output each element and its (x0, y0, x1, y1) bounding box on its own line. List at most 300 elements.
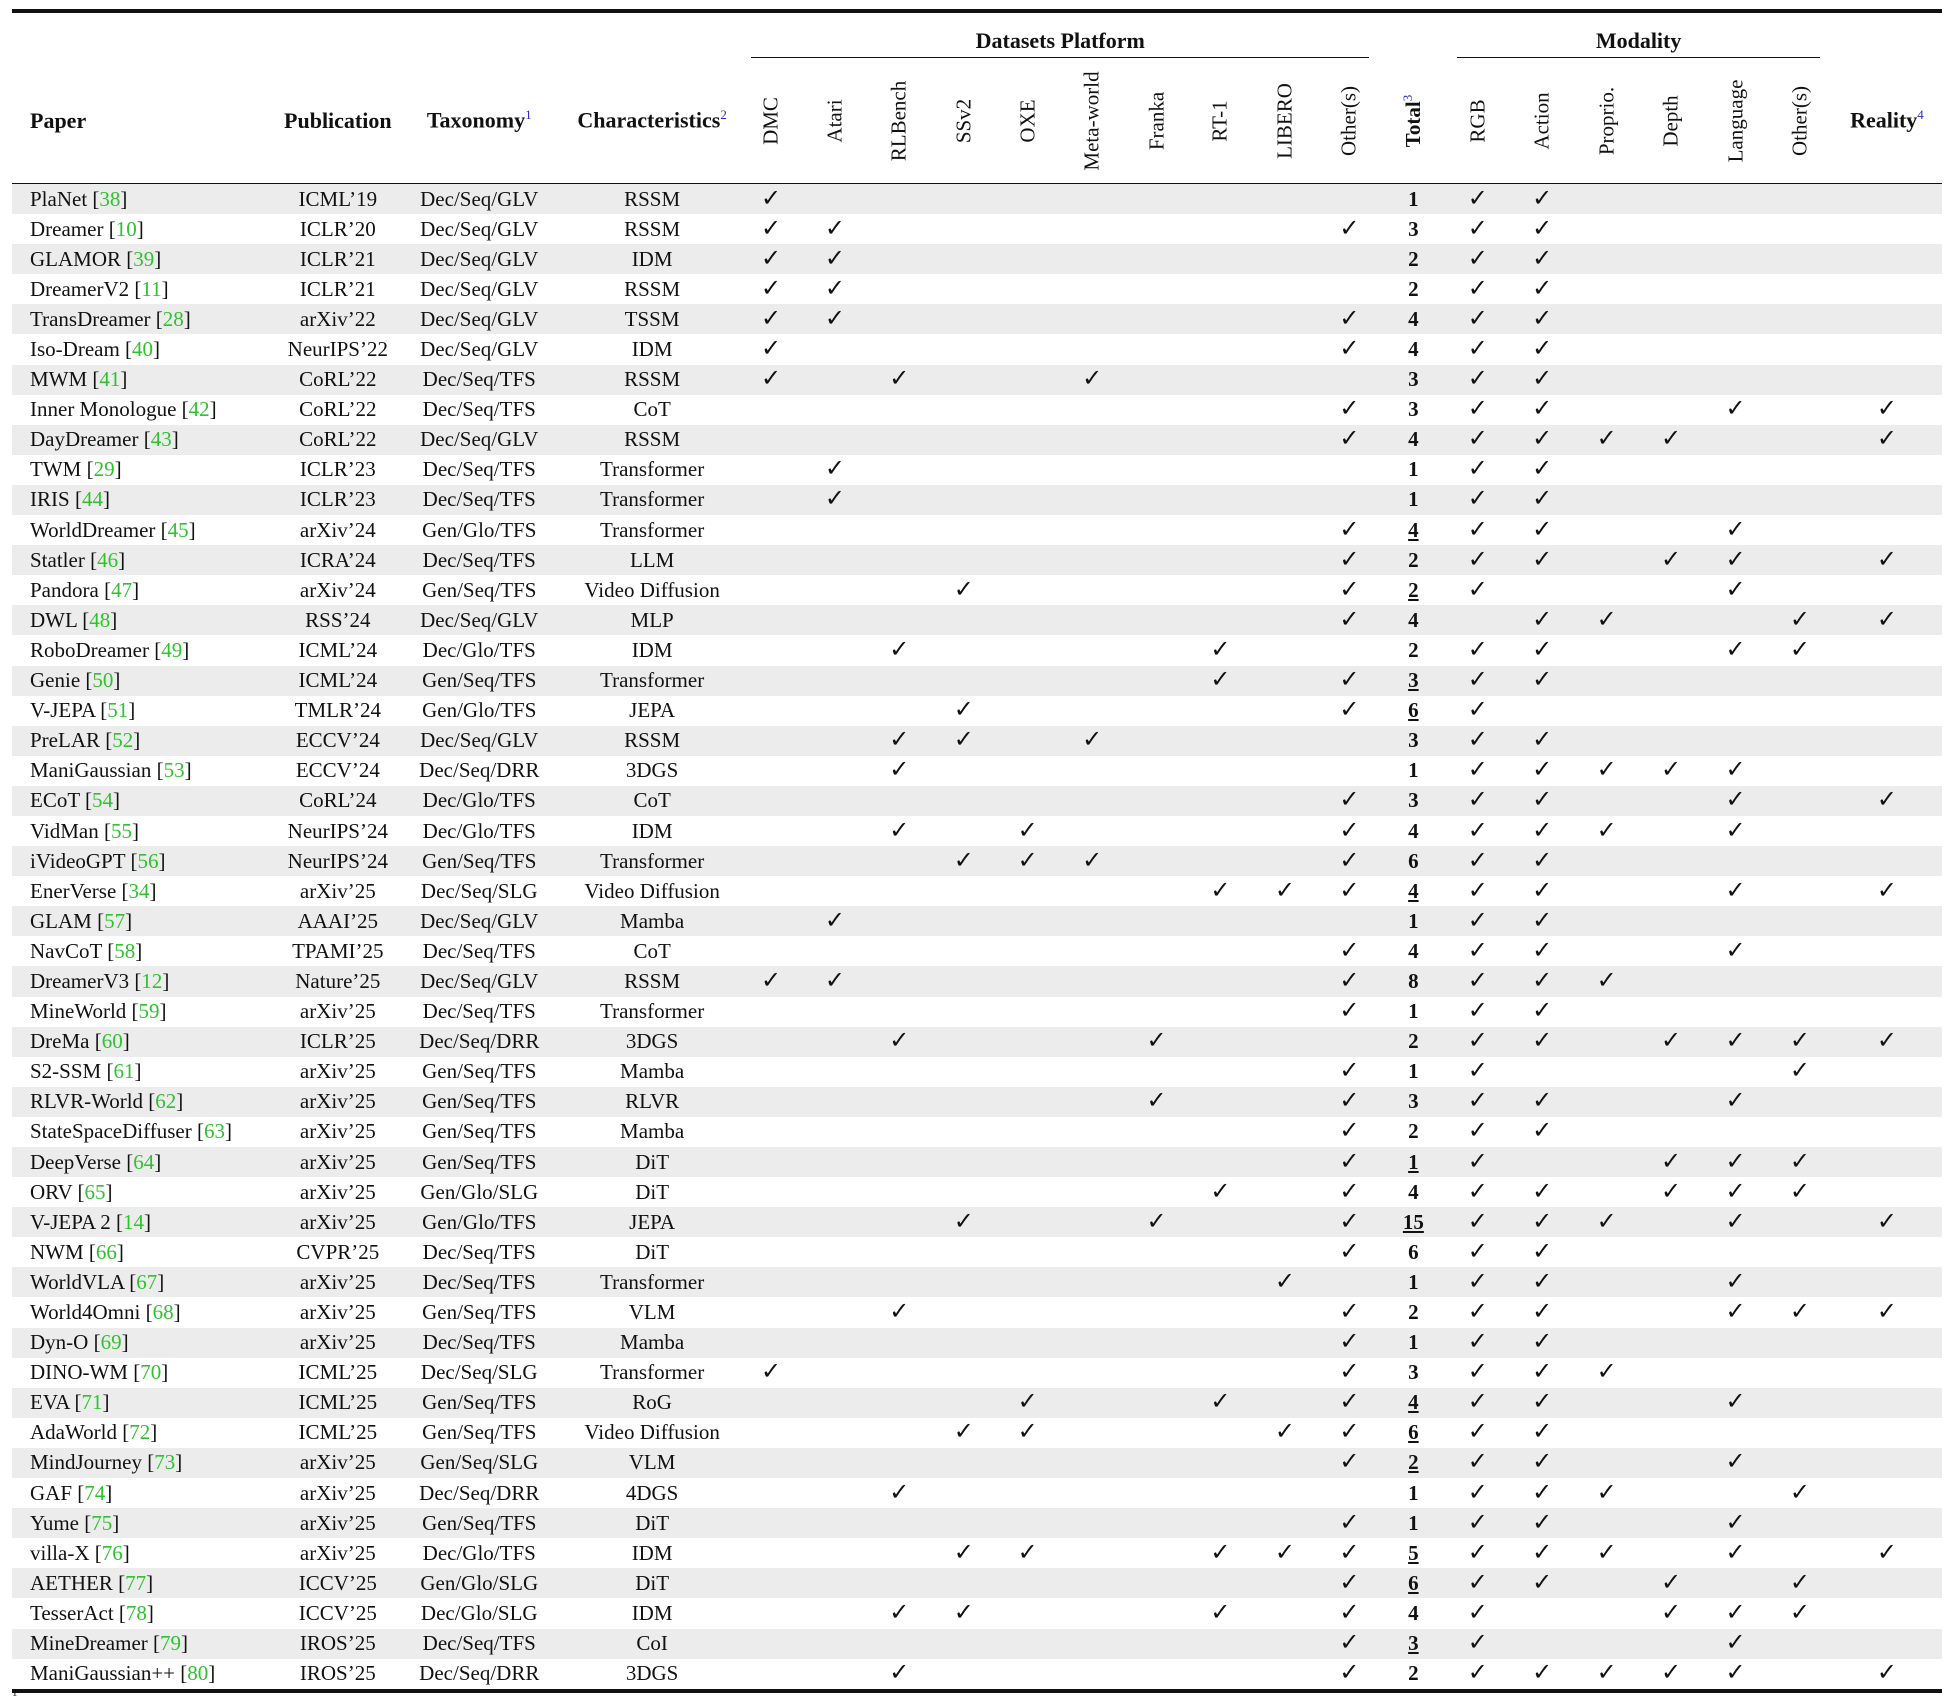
modality-cell (1768, 756, 1832, 786)
characteristics-cell: 3DGS (565, 1027, 739, 1057)
dataset-cell (1252, 485, 1317, 515)
citation-link[interactable]: 34 (128, 878, 150, 903)
col-modality-language: Language (1703, 58, 1768, 184)
check-mark: ✓ (1210, 667, 1231, 694)
dataset-cell (867, 756, 932, 786)
dataset-cell (1060, 365, 1125, 395)
dataset-cell (1060, 696, 1125, 726)
modality-cell (1639, 1027, 1703, 1057)
modality-cell (1510, 696, 1574, 726)
modality-cell (1445, 485, 1510, 515)
dataset-cell (1317, 936, 1381, 966)
dataset-cell (739, 696, 803, 726)
col-modality-other-s-: Other(s) (1768, 58, 1832, 184)
check-mark: ✓ (1725, 937, 1746, 964)
characteristics-cell: RSSM (565, 425, 739, 455)
dataset-cell (1252, 545, 1317, 575)
paper-cell: ORV [65] (30, 1179, 113, 1204)
modality-cell (1703, 304, 1768, 334)
table-row (12, 1418, 1942, 1448)
dataset-cell (867, 966, 932, 996)
characteristics-cell: 3DGS (625, 1661, 679, 1686)
citation-link[interactable]: 70 (140, 1360, 162, 1385)
dataset-cell (1189, 1478, 1253, 1508)
citation-link[interactable]: 14 (123, 1209, 144, 1234)
dataset-cell (1125, 906, 1189, 936)
dataset-cell (1252, 1629, 1317, 1659)
modality-cell (1703, 1629, 1768, 1659)
dataset-cell (1125, 1598, 1189, 1628)
citation-link[interactable]: 65 (84, 1179, 106, 1204)
check-mark: ✓ (1661, 757, 1682, 784)
modality-cell (1703, 485, 1768, 515)
check-mark: ✓ (1532, 1539, 1553, 1566)
citation-link[interactable]: 68 (152, 1300, 174, 1325)
taxonomy-cell: Dec/Seq/GLV (393, 425, 565, 455)
total-value: 4 (1408, 427, 1419, 452)
dataset-cell (996, 1297, 1060, 1327)
check-mark: ✓ (1789, 1299, 1810, 1326)
citation-link[interactable]: 44 (81, 487, 103, 512)
total-value: 1 (1408, 457, 1419, 482)
modality-cell (1574, 274, 1639, 304)
dataset-cell (803, 334, 867, 364)
modality-cell (1574, 1117, 1639, 1147)
modality-cell (1768, 696, 1832, 726)
dataset-cell (867, 1147, 932, 1177)
paper-cell: IRIS [44] (12, 485, 282, 515)
check-mark: ✓ (889, 1660, 910, 1687)
paper-name: Inner Monologue (30, 397, 177, 422)
modality-cell (1639, 1388, 1703, 1418)
dataset-cell (1060, 455, 1125, 485)
paper-name: TWM (30, 457, 82, 482)
table-row (12, 786, 1942, 816)
modality-cell (1639, 365, 1703, 395)
check-mark: ✓ (1339, 1449, 1360, 1476)
dataset-cell (1060, 1267, 1125, 1297)
citation-link[interactable]: 42 (188, 397, 210, 422)
reality-cell (1832, 274, 1942, 304)
characteristics-cell: RSSM (565, 184, 739, 215)
modality-cell (1703, 1358, 1768, 1388)
modality-cell (1703, 1057, 1768, 1087)
modality-cell (1510, 997, 1574, 1027)
modality-cell (1445, 666, 1510, 696)
dataset-cell (803, 1659, 867, 1689)
check-mark: ✓ (1596, 1208, 1617, 1235)
dataset-cell (803, 786, 867, 816)
citation-link[interactable]: 38 (99, 186, 121, 211)
modality-cell (1445, 365, 1510, 395)
publication-cell: ECCV’24 (295, 758, 380, 783)
citation-link[interactable]: 51 (107, 698, 129, 723)
dataset-cell (1060, 334, 1125, 364)
citation-link[interactable]: 63 (203, 1119, 225, 1144)
check-mark: ✓ (1146, 1028, 1167, 1055)
comparison-table-container (12, 9, 1942, 1693)
citation-link[interactable]: 78 (125, 1600, 147, 1625)
check-mark: ✓ (760, 215, 782, 242)
citation-link[interactable]: 61 (113, 1059, 135, 1084)
check-mark: ✓ (1725, 546, 1746, 573)
paper-name: Statler (30, 547, 85, 572)
modality-cell (1703, 1087, 1768, 1117)
table-row (12, 575, 1942, 605)
paper-cell: Yume [75] (12, 1508, 282, 1538)
reality-cell (1832, 515, 1942, 545)
total-value: 6 (1408, 1239, 1419, 1264)
paper-cell: Inner Monologue [42] (30, 397, 217, 422)
dataset-cell (1252, 365, 1317, 395)
dataset-cell (996, 666, 1060, 696)
citation-link[interactable]: 57 (104, 908, 126, 933)
citation-link[interactable]: 53 (163, 758, 185, 783)
dataset-cell (996, 1659, 1060, 1689)
dataset-cell (932, 1598, 996, 1628)
modality-cell (1574, 605, 1639, 635)
total-cell (1381, 1328, 1445, 1358)
check-mark: ✓ (1596, 817, 1617, 844)
citation-link[interactable]: 47 (111, 577, 133, 602)
paper-cell: Dreamer [10] (30, 216, 144, 241)
citation-link[interactable]: 43 (150, 427, 172, 452)
total-cell (1381, 1057, 1445, 1087)
modality-cell (1445, 304, 1510, 334)
table-row (12, 304, 1942, 334)
dataset-cell (1317, 395, 1381, 425)
modality-cell (1510, 1629, 1574, 1659)
taxonomy-cell: Dec/Seq/GLV (393, 244, 565, 274)
modality-cell (1574, 966, 1639, 996)
dataset-cell (932, 936, 996, 966)
total-cell (1381, 1448, 1445, 1478)
modality-cell (1445, 1598, 1510, 1628)
total-cell (1381, 334, 1445, 364)
check-mark: ✓ (1532, 245, 1553, 272)
check-mark: ✓ (1467, 215, 1488, 242)
dataset-cell (1125, 1117, 1189, 1147)
modality-cell (1574, 1267, 1639, 1297)
dataset-cell (996, 1177, 1060, 1207)
check-mark: ✓ (1532, 1509, 1553, 1536)
dataset-cell (1060, 816, 1125, 846)
dataset-cell (1252, 1418, 1317, 1448)
check-mark: ✓ (1339, 305, 1360, 332)
check-mark: ✓ (1532, 215, 1553, 242)
col-dataset-dmc: DMC (739, 58, 803, 184)
modality-cell (1639, 545, 1703, 575)
citation-link[interactable]: 72 (129, 1420, 151, 1445)
citation-link[interactable]: 66 (95, 1239, 117, 1264)
dataset-cell (739, 274, 803, 304)
citation-link[interactable]: 46 (97, 547, 119, 572)
modality-cell (1510, 1117, 1574, 1147)
table-row (12, 696, 1942, 726)
dataset-cell (1189, 244, 1253, 274)
paper-name: WorldDreamer (30, 517, 156, 542)
paper-name: Pandora (30, 577, 99, 602)
check-mark: ✓ (1661, 1660, 1682, 1687)
dataset-cell (996, 1237, 1060, 1267)
check-mark: ✓ (1339, 1539, 1360, 1566)
citation-link[interactable]: 60 (101, 1029, 123, 1054)
characteristics-cell: Video Diffusion (584, 1420, 720, 1445)
paper-name: RoboDreamer (30, 637, 149, 662)
citation-link[interactable]: 80 (187, 1661, 209, 1686)
citation-link[interactable]: 79 (160, 1631, 182, 1656)
paper-cell: Dyn-O [69] (12, 1328, 282, 1358)
citation-link[interactable]: 77 (125, 1570, 147, 1595)
citation-link[interactable]: 56 (137, 848, 159, 873)
reality-cell (1832, 1358, 1942, 1388)
dataset-cell (867, 936, 932, 966)
citation-link[interactable]: 11 (141, 276, 162, 301)
modality-cell (1639, 485, 1703, 515)
check-mark: ✓ (1467, 426, 1488, 453)
dataset-cell (739, 214, 803, 244)
modality-cell (1703, 1267, 1768, 1297)
dataset-cell (739, 726, 803, 756)
modality-cell (1768, 1057, 1832, 1087)
modality-cell (1574, 1027, 1639, 1057)
citation-link[interactable]: 75 (91, 1510, 113, 1535)
check-mark: ✓ (1339, 426, 1360, 453)
paper-name: DreamerV3 (30, 968, 130, 993)
check-mark: ✓ (1210, 1599, 1231, 1626)
characteristics-cell: IDM (631, 818, 673, 843)
dataset-cell (1317, 1057, 1381, 1087)
citation-link[interactable]: 40 (132, 337, 154, 362)
citation-link[interactable]: 29 (93, 457, 115, 482)
citation-link[interactable]: 69 (100, 1330, 122, 1355)
citation-link[interactable]: 48 (89, 607, 111, 632)
modality-cell (1703, 1207, 1768, 1237)
modality-cell (1445, 966, 1510, 996)
paper-name: DayDreamer (30, 427, 139, 452)
modality-cell (1639, 666, 1703, 696)
total-value: 6 (1408, 698, 1419, 723)
paper-name: DWL (30, 607, 78, 632)
modality-cell (1639, 425, 1703, 455)
dataset-cell (803, 515, 867, 545)
modality-cell (1768, 635, 1832, 665)
reality-cell (1832, 304, 1942, 334)
paper-name: MWM (30, 367, 88, 392)
dataset-cell (867, 726, 932, 756)
citation-link[interactable]: 45 (167, 517, 189, 542)
check-mark: ✓ (1532, 1178, 1553, 1205)
citation-link[interactable]: 74 (84, 1480, 106, 1505)
citation-link[interactable]: 62 (155, 1089, 177, 1114)
modality-cell (1510, 515, 1574, 545)
paper-name: V-JEPA (30, 698, 95, 723)
publication-cell: ICLR’23 (299, 457, 376, 482)
taxonomy-cell: Gen/Seq/TFS (422, 577, 537, 602)
dataset-cell (1189, 575, 1253, 605)
dataset-cell (932, 455, 996, 485)
dataset-cell (1125, 1358, 1189, 1388)
characteristics-cell: DiT (565, 1568, 739, 1598)
check-mark: ✓ (1532, 1449, 1553, 1476)
check-mark: ✓ (1339, 817, 1360, 844)
citation-link[interactable]: 39 (133, 246, 155, 271)
dataset-cell (1125, 756, 1189, 786)
dataset-cell (932, 244, 996, 274)
citation-link[interactable]: 58 (114, 938, 136, 963)
dataset-cell (1252, 1117, 1317, 1147)
col-dataset-libero: LIBERO (1252, 58, 1317, 184)
citation-link[interactable]: 52 (112, 728, 134, 753)
paper-name: NWM (30, 1239, 84, 1264)
dataset-cell (739, 1388, 803, 1418)
dataset-cell (739, 425, 803, 455)
dataset-cell (1317, 756, 1381, 786)
modality-cell (1445, 334, 1510, 364)
dataset-cell (803, 214, 867, 244)
check-mark: ✓ (1725, 877, 1746, 904)
total-value: 4 (1408, 1179, 1419, 1204)
check-mark: ✓ (1467, 245, 1488, 272)
dataset-cell (932, 966, 996, 996)
characteristics-cell: DiT (565, 1147, 739, 1177)
check-mark: ✓ (1596, 1660, 1617, 1687)
dataset-cell (867, 1267, 932, 1297)
check-mark: ✓ (824, 305, 845, 332)
publication-cell: TPAMI’25 (292, 938, 384, 963)
dataset-cell (932, 1448, 996, 1478)
modality-cell (1768, 485, 1832, 515)
check-mark: ✓ (1467, 967, 1488, 994)
total-value: 1 (1408, 186, 1419, 211)
modality-cell (1639, 515, 1703, 545)
dataset-cell (1317, 816, 1381, 846)
check-mark: ✓ (1339, 1058, 1360, 1085)
dataset-cell (1252, 515, 1317, 545)
dataset-cell (1060, 425, 1125, 455)
check-mark: ✓ (1467, 336, 1488, 363)
modality-cell (1703, 425, 1768, 455)
check-mark: ✓ (1725, 1299, 1746, 1326)
citation-link[interactable]: 59 (138, 999, 160, 1024)
check-mark: ✓ (1339, 576, 1360, 603)
dataset-cell (932, 786, 996, 816)
citation-link[interactable]: 41 (99, 367, 121, 392)
reality-cell (1832, 1147, 1942, 1177)
citation-link[interactable]: 49 (161, 637, 183, 662)
check-mark: ✓ (1339, 1088, 1360, 1115)
citation-link[interactable]: 10 (115, 216, 137, 241)
dataset-cell (803, 545, 867, 575)
check-mark: ✓ (1339, 396, 1360, 423)
citation-link[interactable]: 67 (136, 1269, 158, 1294)
col-dataset-other-s-: Other(s) (1317, 58, 1381, 184)
dataset-cell (739, 846, 803, 876)
dataset-cell (1317, 666, 1381, 696)
table-row (12, 876, 1942, 906)
dataset-cell (1317, 214, 1381, 244)
dataset-cell (803, 1508, 867, 1538)
modality-cell (1574, 244, 1639, 274)
characteristics-cell: CoT (633, 397, 671, 422)
taxonomy-cell: Dec/Seq/GLV (393, 726, 565, 756)
dataset-cell (803, 455, 867, 485)
modality-cell (1768, 1568, 1832, 1598)
dataset-cell (1252, 1598, 1317, 1628)
modality-cell (1768, 966, 1832, 996)
modality-cell (1703, 1027, 1768, 1057)
citation-link[interactable]: 12 (141, 968, 163, 993)
total-cell (1381, 1538, 1445, 1568)
dataset-cell (1189, 1057, 1253, 1087)
citation-link[interactable]: 55 (110, 818, 132, 843)
dataset-cell (996, 936, 1060, 966)
citation-link[interactable]: 54 (92, 788, 114, 813)
check-mark: ✓ (1339, 546, 1360, 573)
modality-cell (1445, 545, 1510, 575)
taxonomy-cell: Dec/Seq/DRR (419, 1661, 540, 1686)
check-mark: ✓ (1876, 546, 1897, 573)
modality-cell (1574, 1448, 1639, 1478)
dataset-cell (1252, 816, 1317, 846)
modality-cell (1768, 876, 1832, 906)
dataset-cell (1125, 997, 1189, 1027)
citation-link[interactable]: 50 (92, 668, 114, 693)
dataset-cell (1252, 1237, 1317, 1267)
modality-cell (1768, 515, 1832, 545)
dataset-cell (867, 1297, 932, 1327)
dataset-cell (739, 575, 803, 605)
dataset-cell (1317, 1478, 1381, 1508)
dataset-cell (803, 1538, 867, 1568)
modality-cell (1510, 876, 1574, 906)
dataset-cell (1125, 816, 1189, 846)
total-value: 1 (1408, 758, 1419, 783)
modality-cell (1445, 1057, 1510, 1087)
modality-cell (1510, 1207, 1574, 1237)
table-body (12, 184, 1942, 1689)
modality-cell (1639, 1057, 1703, 1087)
characteristics-cell: CoT (633, 938, 671, 963)
modality-cell (1574, 1598, 1639, 1628)
dataset-cell (1125, 1568, 1189, 1598)
dataset-cell (867, 1418, 932, 1448)
dataset-cell (1189, 1448, 1253, 1478)
check-mark: ✓ (1339, 1630, 1360, 1657)
citation-link[interactable]: 71 (81, 1390, 103, 1415)
modality-cell (1445, 1388, 1510, 1418)
taxonomy-cell: Dec/Seq/GLV (393, 184, 565, 215)
total-value: 4 (1408, 607, 1419, 632)
reality-cell (1832, 786, 1942, 816)
check-mark: ✓ (760, 366, 782, 393)
reality-cell (1832, 1027, 1942, 1057)
citation-link[interactable]: 76 (101, 1540, 123, 1565)
dataset-cell (1189, 1297, 1253, 1327)
dataset-cell (996, 334, 1060, 364)
citation-link[interactable]: 28 (162, 306, 184, 331)
check-mark: ✓ (1467, 787, 1488, 814)
check-mark: ✓ (1789, 1479, 1810, 1506)
citation-link[interactable]: 64 (133, 1149, 155, 1174)
paper-name: ManiGaussian++ (30, 1661, 176, 1686)
reality-cell (1832, 726, 1942, 756)
dataset-cell (739, 515, 803, 545)
modality-cell (1703, 274, 1768, 304)
citation-link[interactable]: 73 (154, 1450, 176, 1475)
characteristics-cell: VLM (565, 1448, 739, 1478)
modality-cell (1445, 1237, 1510, 1267)
